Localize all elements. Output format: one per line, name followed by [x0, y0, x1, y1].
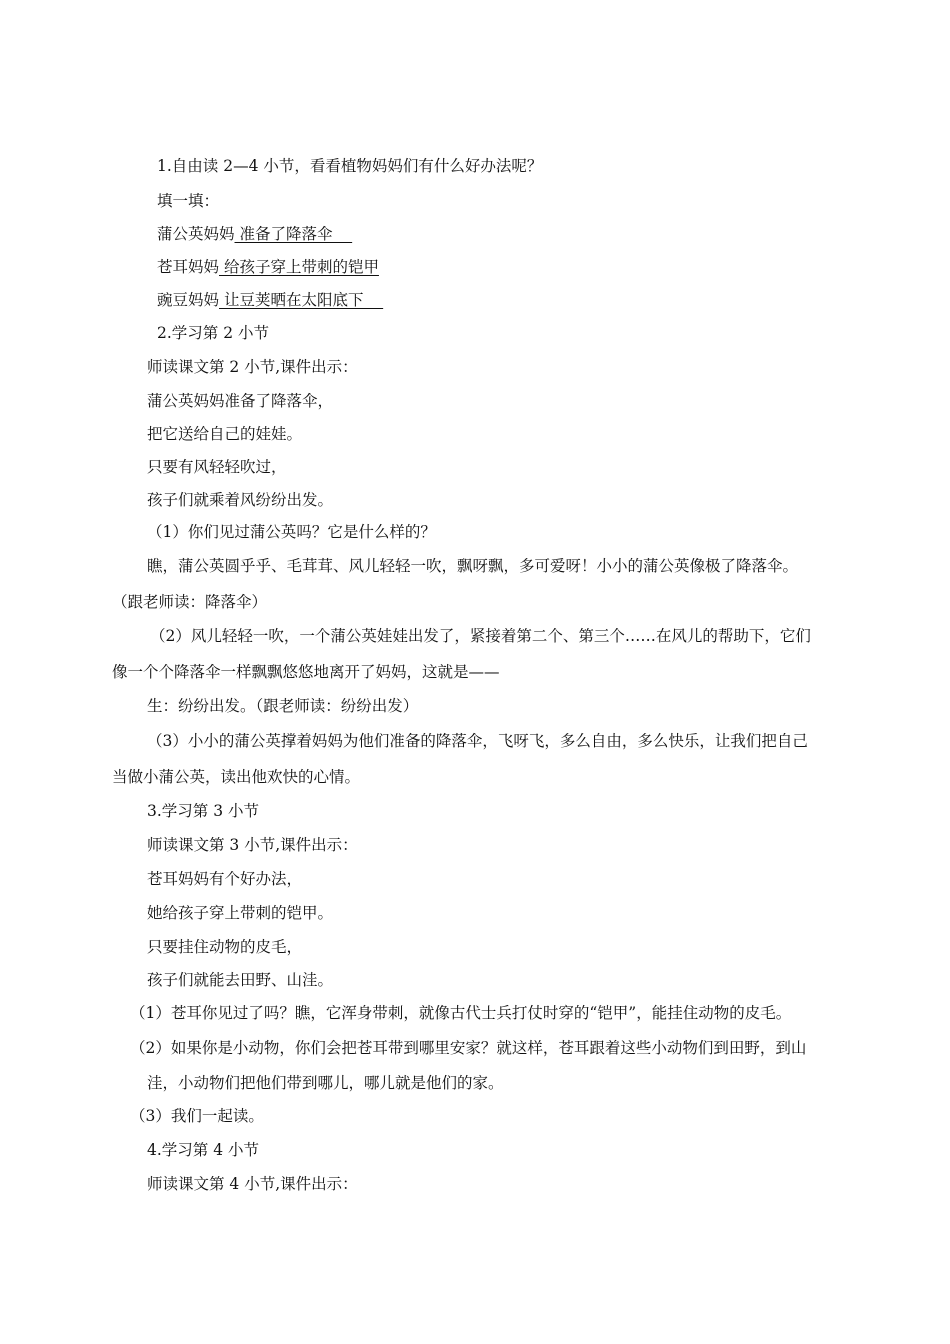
- paragraph-line: （3）小小的蒲公英撑着妈妈为他们准备的降落伞，飞呀飞，多么自由，多么快乐，让我们把自己: [147, 732, 808, 750]
- paragraph-line: （3）我们一起读。: [130, 1107, 264, 1125]
- paragraph-line: 瞧，蒲公英圆乎乎、毛茸茸、风儿轻轻一吹，飘呀飘，多可爱呀！小小的蒲公英像极了降落伞。: [147, 557, 799, 575]
- poem-line: 苍耳妈妈有个好办法，: [147, 870, 303, 888]
- step-3-heading: 3.学习第 3 小节: [147, 802, 260, 820]
- paragraph-line: 师读课文第 4 小节,课件出示：: [147, 1175, 358, 1193]
- poem-line: 把它送给自己的娃娃。: [147, 425, 303, 443]
- paragraph-line: 当做小蒲公英，读出他欢快的心情。: [112, 768, 361, 786]
- fill-row-pea: [157, 290, 383, 310]
- paragraph-line: （1）苍耳你见过了吗？瞧，它浑身带刺，就像古代士兵打仗时穿的“铠甲”，能挂住动物的皮毛。: [130, 1004, 792, 1022]
- fill-label: 豌豆妈妈: [157, 291, 220, 309]
- poem-line: 孩子们就能去田野、山洼。: [147, 971, 334, 989]
- fill-row-dandelion: [157, 224, 352, 244]
- paragraph-line: 洼，小动物们把他们带到哪儿，哪儿就是他们的家。: [147, 1074, 504, 1092]
- fill-row-cocklebur: [157, 257, 379, 277]
- poem-line: 只要挂住动物的皮毛，: [147, 938, 303, 956]
- poem-line: 蒲公英妈妈准备了降落伞，: [147, 392, 334, 410]
- fill-answer: 给孩子穿上带刺的铠甲: [219, 258, 379, 276]
- paragraph-line: （2）如果你是小动物，你们会把苍耳带到哪里安家？就这样，苍耳跟着这些小动物们到田野，到山: [130, 1039, 807, 1057]
- poem-line: 只要有风轻轻吹过，: [147, 458, 287, 476]
- paragraph-line: 师读课文第 3 小节,课件出示：: [147, 836, 358, 854]
- poem-line: 她给孩子穿上带刺的铠甲。: [147, 904, 334, 922]
- paragraph-line: （2）风儿轻轻一吹，一个蒲公英娃娃出发了，紧接着第二个、第三个……在风儿的帮助下，它们: [150, 627, 811, 645]
- fill-in-prompt: 填一填：: [157, 192, 220, 210]
- fill-label: 苍耳妈妈: [157, 258, 220, 276]
- step-4-heading: 4.学习第 4 小节: [147, 1141, 260, 1159]
- fill-label: 蒲公英妈妈: [157, 225, 235, 243]
- question-line: （1）你们见过蒲公英吗？它是什么样的？: [147, 523, 436, 541]
- paragraph-line: 生：纷纷出发。（跟老师读：纷纷出发）: [147, 697, 419, 715]
- step-1-heading: 1.自由读 2—4 小节，看看植物妈妈们有什么好办法呢？: [157, 157, 543, 175]
- step-2-heading: 2.学习第 2 小节: [157, 324, 270, 342]
- poem-line: 孩子们就乘着风纷纷出发。: [147, 491, 334, 509]
- paragraph-line: 像一个个降落伞一样飘飘悠悠地离开了妈妈，这就是——: [112, 663, 500, 681]
- paragraph-line: 师读课文第 2 小节,课件出示：: [147, 358, 358, 376]
- fill-answer: 准备了降落伞: [234, 225, 353, 243]
- paragraph-line: （跟老师读：降落伞）: [112, 593, 268, 611]
- fill-answer: 让豆荚晒在太阳底下: [219, 291, 384, 309]
